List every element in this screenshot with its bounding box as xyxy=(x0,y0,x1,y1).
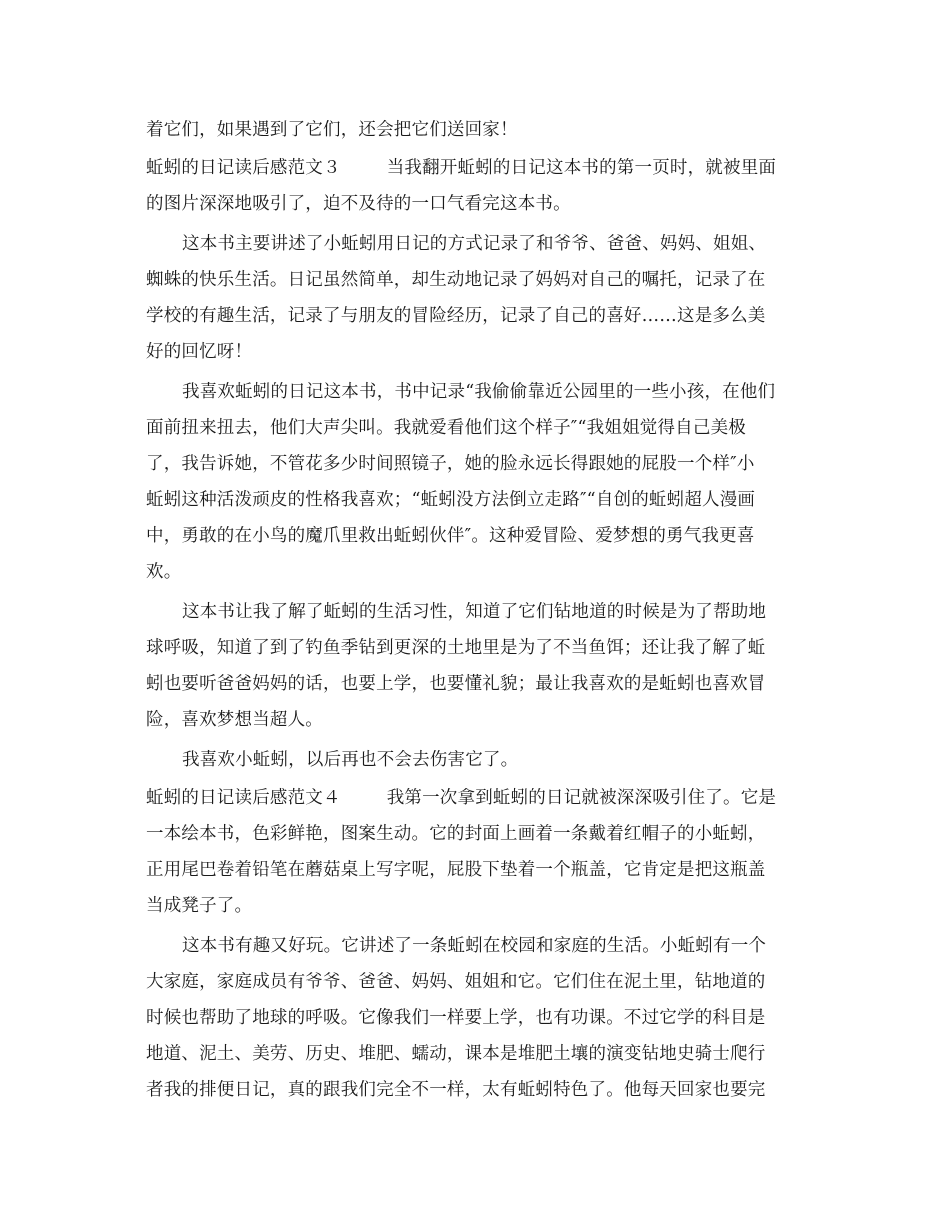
text-line: 面前扭来扭去，他们大声尖叫。我就爱看他们这个样子″“我姐姐觉得自己美极 xyxy=(146,418,746,438)
paragraph-first-line: 我喜欢蚯蚓的日记这本书，书中记录“我偷偷靠近公园里的一些小孩，在他们 xyxy=(182,382,776,402)
text-line: 当成凳子了。 xyxy=(146,896,253,916)
text-line: 正用尾巴卷着铅笔在蘑菇桌上写字呢，屁股下垫着一个瓶盖，它肯定是把这瓶盖 xyxy=(146,860,766,880)
text-line: 时候也帮助了地球的呼吸。它像我们一样要上学，也有功课。不过它学的科目是 xyxy=(146,1008,766,1028)
text-line: 欢。 xyxy=(146,562,182,582)
section-first-text: 当我翻开蚯蚓的日记这本书的第一页时，就被里面 xyxy=(386,158,777,178)
text-line: 了，我告诉她，不管花多少时间照镜子，她的脸永远长得跟她的屁股一个样″小 xyxy=(146,454,755,474)
text-line: 一本绘本书，色彩鲜艳，图案生动。它的封面上画着一条戴着红帽子的小蚯蚓， xyxy=(146,824,766,844)
text-line: 蚓也要听爸爸妈妈的话，也要上学，也要懂礼貌；最让我喜欢的是蚯蚓也喜欢冒 xyxy=(146,674,766,694)
text-line: 大家庭，家庭成员有爷爷、爸爸、妈妈、姐姐和它。它们住在泥土里，钻地道的 xyxy=(146,972,766,992)
text-line: 中，勇敢的在小鸟的魔爪里救出蚯蚓伙伴″。这种爱冒险、爱梦想的勇气我更喜 xyxy=(146,526,755,546)
text-line: 好的回忆呀！ xyxy=(146,342,253,362)
text-line: 学校的有趣生活，记录了与朋友的冒险经历，记录了自己的喜好……这是多么美 xyxy=(146,306,766,326)
section-heading-line xyxy=(146,156,816,180)
paragraph-first-line: 这本书有趣又好玩。它讲述了一条蚯蚓在校园和家庭的生活。小蚯蚓有一个 xyxy=(182,936,767,956)
text-line: 者我的排便日记，真的跟我们完全不一样，太有蚯蚓特色了。他每天回家也要完 xyxy=(146,1080,766,1100)
section-title: 蚯蚓的日记读后感范文４ xyxy=(146,788,341,808)
paragraph-first-line: 这本书让我了解了蚯蚓的生活习性，知道了它们钻地道的时候是为了帮助地 xyxy=(182,602,767,622)
text-line: 蜘蛛的快乐生活。日记虽然简单，却生动地记录了妈妈对自己的嘱托，记录了在 xyxy=(146,270,766,290)
section-heading-line xyxy=(146,786,816,810)
text-line: 蚯蚓这种活泼顽皮的性格我喜欢；“蚯蚓没方法倒立走路″“自创的蚯蚓超人漫画 xyxy=(146,490,756,510)
text-line: 险，喜欢梦想当超人。 xyxy=(146,710,323,730)
text-line: 球呼吸，知道了到了钓鱼季钻到更深的土地里是为了不当鱼饵；还让我了解了蚯 xyxy=(146,638,766,658)
paragraph-first-line: 我喜欢小蚯蚓，以后再也不会去伤害它了。 xyxy=(182,750,519,770)
text-line: 着它们，如果遇到了它们，还会把它们送回家！ xyxy=(146,120,518,140)
section-first-text: 我第一次拿到蚯蚓的日记就被深深吸引住了。它是 xyxy=(386,788,777,808)
text-line: 的图片深深地吸引了，迫不及待的一口气看完这本书。 xyxy=(146,194,571,214)
section-title: 蚯蚓的日记读后感范文３ xyxy=(146,158,341,178)
text-line: 地道、泥土、美劳、历史、堆肥、蠕动，课本是堆肥土壤的演变钻地史骑士爬行 xyxy=(146,1044,766,1064)
paragraph-first-line: 这本书主要讲述了小蚯蚓用日记的方式记录了和爷爷、爸爸、妈妈、姐姐、 xyxy=(182,234,767,254)
